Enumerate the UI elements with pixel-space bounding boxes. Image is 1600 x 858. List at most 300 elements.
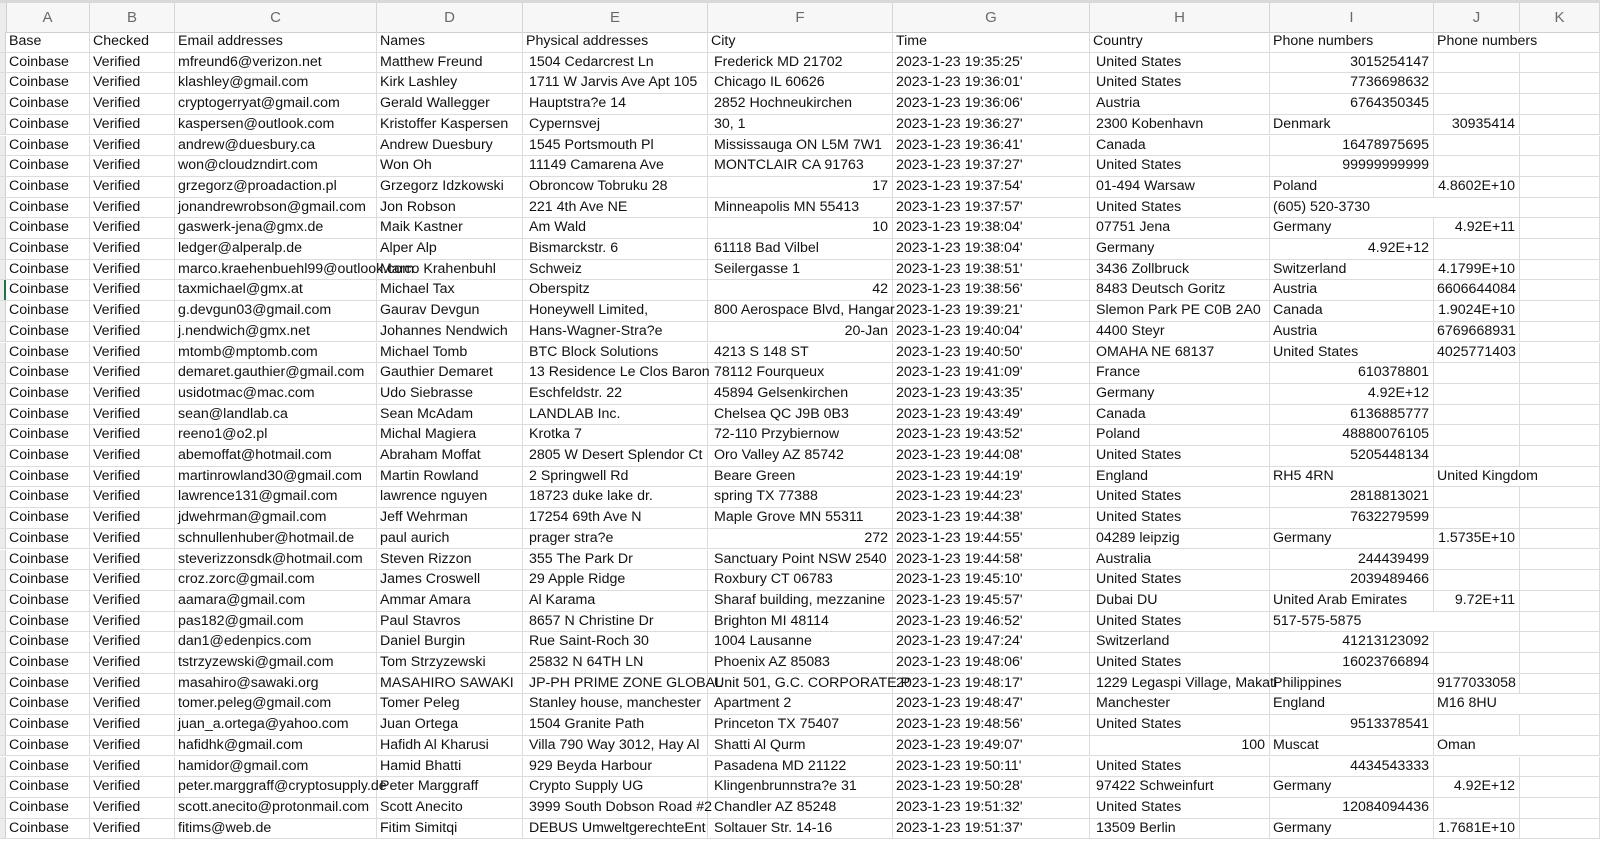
cell-time[interactable]: 2023-1-23 19:38:04' bbox=[893, 239, 1090, 259]
cell-phone-1[interactable]: 2818813021 bbox=[1270, 487, 1434, 507]
cell-extra[interactable] bbox=[1520, 694, 1600, 714]
cell-extra[interactable] bbox=[1520, 653, 1600, 673]
cell-city[interactable]: 4213 S 148 ST bbox=[708, 343, 893, 363]
cell-country[interactable]: Poland bbox=[1090, 425, 1270, 445]
cell-country[interactable]: OMAHA NE 68137 bbox=[1090, 343, 1270, 363]
cell-email[interactable]: gaswerk-jena@gmx.de bbox=[175, 218, 377, 238]
cell-email[interactable]: andrew@duesbury.ca bbox=[175, 136, 377, 156]
cell-time[interactable]: 2023-1-23 19:39:21' bbox=[893, 301, 1090, 321]
cell-checked[interactable]: Verified bbox=[90, 136, 175, 156]
cell-checked[interactable]: Verified bbox=[90, 177, 175, 197]
cell-city[interactable]: Sharaf building, mezzanine bbox=[708, 591, 893, 611]
cell-extra[interactable] bbox=[1520, 487, 1600, 507]
cell-email[interactable]: fitims@web.de bbox=[175, 819, 377, 839]
cell-phone-2[interactable]: 1.7681E+10 bbox=[1434, 819, 1520, 839]
cell-base[interactable]: Coinbase bbox=[6, 384, 90, 404]
cell-phone-2[interactable]: 1.5735E+10 bbox=[1434, 529, 1520, 549]
cell-city[interactable]: 61118 Bad Vilbel bbox=[708, 239, 893, 259]
cell-country[interactable]: United States bbox=[1090, 487, 1270, 507]
cell-country[interactable]: United States bbox=[1090, 798, 1270, 818]
cell-city[interactable]: 17 bbox=[708, 177, 893, 197]
cell-base[interactable]: Coinbase bbox=[6, 156, 90, 176]
cell-phone-2[interactable] bbox=[1434, 94, 1520, 114]
cell-extra[interactable] bbox=[1520, 384, 1600, 404]
cell-address[interactable]: Oberspitz bbox=[523, 280, 708, 300]
cell-time[interactable]: 2023-1-23 19:37:57' bbox=[893, 198, 1090, 218]
cell-country[interactable]: 3436 Zollbruck bbox=[1090, 260, 1270, 280]
cell-time[interactable]: 2023-1-23 19:36:27' bbox=[893, 115, 1090, 135]
cell-name[interactable]: Juan Ortega bbox=[377, 715, 523, 735]
cell-base[interactable]: Coinbase bbox=[6, 198, 90, 218]
cell-checked[interactable]: Verified bbox=[90, 632, 175, 652]
cell-phone-2[interactable] bbox=[1434, 570, 1520, 590]
cell-time[interactable]: 2023-1-23 19:47:24' bbox=[893, 632, 1090, 652]
cell-checked[interactable]: Verified bbox=[90, 156, 175, 176]
cell-email[interactable]: hamidor@gmail.com bbox=[175, 757, 377, 777]
cell-phone-2[interactable]: 4.92E+12 bbox=[1434, 777, 1520, 797]
cell-country[interactable]: 1229 Legaspi Village, Makati bbox=[1090, 674, 1270, 694]
cell-base[interactable]: Coinbase bbox=[6, 632, 90, 652]
cell-checked[interactable]: Verified bbox=[90, 405, 175, 425]
cell-address[interactable]: LANDLAB Inc. bbox=[523, 405, 708, 425]
cell-address[interactable]: prager stra?e bbox=[523, 529, 708, 549]
cell-name[interactable]: Tom Strzyzewski bbox=[377, 653, 523, 673]
cell-checked[interactable]: Verified bbox=[90, 301, 175, 321]
cell-email[interactable]: j.nendwich@gmx.net bbox=[175, 322, 377, 342]
cell-extra[interactable] bbox=[1520, 322, 1600, 342]
cell-address[interactable]: 11149 Camarena Ave bbox=[523, 156, 708, 176]
cell-phone-1[interactable]: 9513378541 bbox=[1270, 715, 1434, 735]
cell-address[interactable]: 29 Apple Ridge bbox=[523, 570, 708, 590]
cell-time[interactable]: 2023-1-23 19:51:37' bbox=[893, 819, 1090, 839]
cell-address[interactable]: 2805 W Desert Splendor Ct bbox=[523, 446, 708, 466]
cell-address[interactable]: Honeywell Limited, bbox=[523, 301, 708, 321]
cell-phone-1[interactable]: 3015254147 bbox=[1270, 53, 1434, 73]
cell-address[interactable]: Hauptstra?e 14 bbox=[523, 94, 708, 114]
cell-country[interactable]: 100 bbox=[1090, 736, 1270, 756]
cell-address[interactable]: BTC Block Solutions bbox=[523, 343, 708, 363]
cell-address[interactable]: 2 Springwell Rd bbox=[523, 467, 708, 487]
cell-city[interactable]: Phoenix AZ 85083 bbox=[708, 653, 893, 673]
cell-extra[interactable] bbox=[1520, 156, 1600, 176]
cell-city[interactable]: Princeton TX 75407 bbox=[708, 715, 893, 735]
cell-phone-1[interactable]: 7736698632 bbox=[1270, 73, 1434, 93]
cell-base[interactable]: Coinbase bbox=[6, 177, 90, 197]
cell-name[interactable]: Ammar Amara bbox=[377, 591, 523, 611]
cell-checked[interactable]: Verified bbox=[90, 550, 175, 570]
cell-address[interactable]: JP-PH PRIME ZONE GLOBAL bbox=[523, 674, 708, 694]
cell-country[interactable]: United States bbox=[1090, 53, 1270, 73]
cell-phone-2[interactable] bbox=[1434, 198, 1520, 218]
cell-name[interactable]: Scott Anecito bbox=[377, 798, 523, 818]
cell-extra[interactable] bbox=[1520, 632, 1600, 652]
cell-phone-2[interactable]: 30935414 bbox=[1434, 115, 1520, 135]
cell-address[interactable]: DEBUS UmweltgerechteEnt bbox=[523, 819, 708, 839]
cell-city[interactable]: Oro Valley AZ 85742 bbox=[708, 446, 893, 466]
cell-email[interactable]: masahiro@sawaki.org bbox=[175, 674, 377, 694]
cell-phone-2[interactable] bbox=[1434, 363, 1520, 383]
cell-base[interactable]: Coinbase bbox=[6, 218, 90, 238]
cell-phone-2[interactable]: 4025771403 bbox=[1434, 343, 1520, 363]
cell-extra[interactable] bbox=[1520, 446, 1600, 466]
cell-name[interactable]: Fitim Simitqi bbox=[377, 819, 523, 839]
cell-time[interactable]: 2023-1-23 19:44:38' bbox=[893, 508, 1090, 528]
cell-extra[interactable] bbox=[1520, 425, 1600, 445]
column-header-a[interactable]: A bbox=[6, 3, 90, 32]
cell-city[interactable]: Pasadena MD 21122 bbox=[708, 757, 893, 777]
cell-email[interactable]: sean@landlab.ca bbox=[175, 405, 377, 425]
cell-checked[interactable]: Verified bbox=[90, 653, 175, 673]
cell-extra[interactable] bbox=[1520, 529, 1600, 549]
cell-phone-2[interactable]: 4.1799E+10 bbox=[1434, 260, 1520, 280]
cell-extra[interactable] bbox=[1520, 239, 1600, 259]
cell-phone-2[interactable] bbox=[1434, 425, 1520, 445]
cell-checked[interactable]: Verified bbox=[90, 218, 175, 238]
cell-city[interactable]: 72-110 Przybiernow bbox=[708, 425, 893, 445]
cell-extra[interactable] bbox=[1520, 218, 1600, 238]
cell-city[interactable]: 1004 Lausanne bbox=[708, 632, 893, 652]
cell-time[interactable]: 2023-1-23 19:38:51' bbox=[893, 260, 1090, 280]
cell-address[interactable]: 17254 69th Ave N bbox=[523, 508, 708, 528]
cell-extra[interactable] bbox=[1520, 550, 1600, 570]
cell-email[interactable]: schnullenhuber@hotmail.de bbox=[175, 529, 377, 549]
cell-city[interactable]: Shatti Al Qurm bbox=[708, 736, 893, 756]
cell-email[interactable]: cryptogerryat@gmail.com bbox=[175, 94, 377, 114]
cell-country[interactable]: United States bbox=[1090, 570, 1270, 590]
cell-extra[interactable] bbox=[1520, 591, 1600, 611]
cell-email[interactable]: pas182@gmail.com bbox=[175, 612, 377, 632]
cell-phone-2[interactable] bbox=[1434, 508, 1520, 528]
cell-base[interactable]: Coinbase bbox=[6, 53, 90, 73]
cell-email[interactable]: mfreund6@verizon.net bbox=[175, 53, 377, 73]
cell-phone-2[interactable]: M16 8HU bbox=[1437, 695, 1497, 712]
cell-time[interactable]: 2023-1-23 19:43:49' bbox=[893, 405, 1090, 425]
cell-email[interactable]: won@cloudzndirt.com bbox=[175, 156, 377, 176]
cell-email[interactable]: steverizzonsdk@hotmail.com bbox=[175, 550, 377, 570]
cell-country[interactable]: 2300 Kobenhavn bbox=[1090, 115, 1270, 135]
cell-base[interactable]: Coinbase bbox=[6, 487, 90, 507]
cell-checked[interactable]: Verified bbox=[90, 674, 175, 694]
cell-email[interactable]: grzegorz@proadaction.pl bbox=[175, 177, 377, 197]
cell-phone-1[interactable]: Denmark bbox=[1270, 115, 1434, 135]
cell-name[interactable]: Andrew Duesbury bbox=[377, 136, 523, 156]
cell-address[interactable]: 8657 N Christine Dr bbox=[523, 612, 708, 632]
cell-name[interactable]: Udo Siebrasse bbox=[377, 384, 523, 404]
cell-email[interactable]: mtomb@mptomb.com bbox=[175, 343, 377, 363]
cell-base[interactable]: Coinbase bbox=[6, 757, 90, 777]
cell-base[interactable]: Coinbase bbox=[6, 260, 90, 280]
cell-city[interactable]: Beare Green bbox=[708, 467, 893, 487]
cell-phone-1[interactable]: Germany bbox=[1270, 529, 1434, 549]
cell-checked[interactable]: Verified bbox=[90, 53, 175, 73]
cell-time[interactable]: 2023-1-23 19:44:58' bbox=[893, 550, 1090, 570]
cell-name[interactable]: Michael Tax bbox=[377, 280, 523, 300]
cell-phone-1[interactable]: Switzerland bbox=[1270, 260, 1434, 280]
cell-country[interactable]: 97422 Schweinfurt bbox=[1090, 777, 1270, 797]
cell-time[interactable]: 2023-1-23 19:37:54' bbox=[893, 177, 1090, 197]
header-cell-city[interactable]: City bbox=[708, 32, 893, 52]
cell-city[interactable]: 42 bbox=[708, 280, 893, 300]
cell-name[interactable]: Gauthier Demaret bbox=[377, 363, 523, 383]
cell-checked[interactable]: Verified bbox=[90, 343, 175, 363]
cell-base[interactable]: Coinbase bbox=[6, 715, 90, 735]
cell-base[interactable]: Coinbase bbox=[6, 798, 90, 818]
cell-checked[interactable]: Verified bbox=[90, 694, 175, 714]
cell-address[interactable]: Rue Saint-Roch 30 bbox=[523, 632, 708, 652]
cell-phone-1[interactable]: 4434543333 bbox=[1270, 757, 1434, 777]
cell-base[interactable]: Coinbase bbox=[6, 239, 90, 259]
cell-city[interactable]: Klingenbrunnstra?e 31 bbox=[708, 777, 893, 797]
cell-address[interactable]: Krotka 7 bbox=[523, 425, 708, 445]
cell-phone-2[interactable] bbox=[1434, 53, 1520, 73]
cell-time[interactable]: 2023-1-23 19:35:25' bbox=[893, 53, 1090, 73]
cell-city[interactable]: 30, 1 bbox=[708, 115, 893, 135]
cell-city[interactable]: Minneapolis MN 55413 bbox=[708, 198, 893, 218]
cell-checked[interactable]: Verified bbox=[90, 529, 175, 549]
cell-extra[interactable] bbox=[1520, 363, 1600, 383]
cell-email[interactable]: ledger@alperalp.de bbox=[175, 239, 377, 259]
cell-phone-1[interactable]: 4.92E+12 bbox=[1270, 384, 1434, 404]
cell-country[interactable]: 04289 leipzig bbox=[1090, 529, 1270, 549]
cell-address[interactable]: Cypernsvej bbox=[523, 115, 708, 135]
cell-phone-2[interactable] bbox=[1434, 757, 1520, 777]
cell-base[interactable]: Coinbase bbox=[6, 570, 90, 590]
cell-address[interactable]: Stanley house, manchester bbox=[523, 694, 708, 714]
cell-time[interactable]: 2023-1-23 19:46:52' bbox=[893, 612, 1090, 632]
cell-phone-2[interactable] bbox=[1434, 384, 1520, 404]
cell-time[interactable]: 2023-1-23 19:49:07' bbox=[893, 736, 1090, 756]
cell-address[interactable]: 1711 W Jarvis Ave Apt 105 bbox=[523, 73, 708, 93]
cell-phone-1[interactable]: 16478975695 bbox=[1270, 136, 1434, 156]
cell-time[interactable]: 2023-1-23 19:44:55' bbox=[893, 529, 1090, 549]
cell-base[interactable]: Coinbase bbox=[6, 94, 90, 114]
cell-email[interactable]: taxmichael@gmx.at bbox=[175, 280, 377, 300]
cell-address[interactable]: Crypto Supply UG bbox=[523, 777, 708, 797]
cell-phone-1[interactable]: 610378801 bbox=[1270, 363, 1434, 383]
cell-time[interactable]: 2023-1-23 19:44:23' bbox=[893, 487, 1090, 507]
cell-country[interactable]: Dubai DU bbox=[1090, 591, 1270, 611]
cell-checked[interactable]: Verified bbox=[90, 363, 175, 383]
cell-phone-1[interactable]: Muscat bbox=[1270, 736, 1434, 756]
cell-checked[interactable]: Verified bbox=[90, 736, 175, 756]
cell-name[interactable]: Alper Alp bbox=[377, 239, 523, 259]
cell-phone-1[interactable]: Poland bbox=[1270, 177, 1434, 197]
cell-time[interactable]: 2023-1-23 19:40:04' bbox=[893, 322, 1090, 342]
cell-time[interactable]: 2023-1-23 19:37:27' bbox=[893, 156, 1090, 176]
cell-base[interactable]: Coinbase bbox=[6, 301, 90, 321]
cell-phone-2[interactable] bbox=[1434, 798, 1520, 818]
cell-base[interactable]: Coinbase bbox=[6, 405, 90, 425]
cell-name[interactable]: Tomer Peleg bbox=[377, 694, 523, 714]
cell-address[interactable]: 13 Residence Le Clos Baron bbox=[523, 363, 708, 383]
cell-country[interactable]: United States bbox=[1090, 653, 1270, 673]
cell-address[interactable]: 1504 Granite Path bbox=[523, 715, 708, 735]
cell-base[interactable]: Coinbase bbox=[6, 777, 90, 797]
cell-checked[interactable]: Verified bbox=[90, 591, 175, 611]
cell-checked[interactable]: Verified bbox=[90, 425, 175, 445]
cell-city[interactable]: 20-Jan bbox=[708, 322, 893, 342]
cell-phone-2[interactable] bbox=[1434, 715, 1520, 735]
cell-country[interactable]: United States bbox=[1090, 156, 1270, 176]
cell-extra[interactable] bbox=[1520, 570, 1600, 590]
cell-base[interactable]: Coinbase bbox=[6, 508, 90, 528]
cell-country[interactable]: Slemon Park PE C0B 2A0 bbox=[1090, 301, 1270, 321]
cell-address[interactable]: 18723 duke lake dr. bbox=[523, 487, 708, 507]
cell-phone-2[interactable] bbox=[1434, 156, 1520, 176]
cell-name[interactable]: Grzegorz Idzkowski bbox=[377, 177, 523, 197]
cell-extra[interactable] bbox=[1520, 715, 1600, 735]
cell-checked[interactable]: Verified bbox=[90, 715, 175, 735]
cell-time[interactable]: 2023-1-23 19:41:09' bbox=[893, 363, 1090, 383]
cell-address[interactable]: Villa 790 Way 3012, Hay Al bbox=[523, 736, 708, 756]
cell-address[interactable]: 355 The Park Dr bbox=[523, 550, 708, 570]
cell-phone-2[interactable] bbox=[1434, 612, 1520, 632]
cell-name[interactable]: Johannes Nendwich bbox=[377, 322, 523, 342]
cell-phone-2[interactable] bbox=[1434, 632, 1520, 652]
cell-phone-1[interactable]: Austria bbox=[1270, 280, 1434, 300]
cell-name[interactable]: Sean McAdam bbox=[377, 405, 523, 425]
cell-email[interactable]: juan_a.ortega@yahoo.com bbox=[175, 715, 377, 735]
cell-phone-2[interactable]: 6606644084 bbox=[1434, 280, 1520, 300]
cell-country[interactable]: 01-494 Warsaw bbox=[1090, 177, 1270, 197]
cell-extra[interactable] bbox=[1520, 777, 1600, 797]
column-header-g[interactable]: G bbox=[893, 3, 1090, 32]
cell-name[interactable]: Steven Rizzon bbox=[377, 550, 523, 570]
cell-country[interactable]: United States bbox=[1090, 757, 1270, 777]
cell-checked[interactable]: Verified bbox=[90, 115, 175, 135]
cell-extra[interactable] bbox=[1520, 301, 1600, 321]
cell-email[interactable]: peter.marggraff@cryptosupply.de bbox=[175, 777, 377, 797]
cell-country[interactable]: United States bbox=[1090, 198, 1270, 218]
cell-checked[interactable]: Verified bbox=[90, 239, 175, 259]
cell-time[interactable]: 2023-1-23 19:36:06' bbox=[893, 94, 1090, 114]
cell-city[interactable]: Mississauga ON L5M 7W1 bbox=[708, 136, 893, 156]
cell-city[interactable]: 10 bbox=[708, 218, 893, 238]
cell-phone-1[interactable]: United Arab Emirates bbox=[1270, 591, 1434, 611]
cell-extra[interactable] bbox=[1520, 94, 1600, 114]
cell-time[interactable]: 2023-1-23 19:51:32' bbox=[893, 798, 1090, 818]
cell-checked[interactable]: Verified bbox=[90, 467, 175, 487]
cell-email[interactable]: marco.kraehenbuehl99@outlook.com bbox=[175, 260, 377, 280]
cell-base[interactable]: Coinbase bbox=[6, 819, 90, 839]
cell-city[interactable]: Sanctuary Point NSW 2540 bbox=[708, 550, 893, 570]
cell-extra[interactable] bbox=[1520, 757, 1600, 777]
cell-email[interactable]: kaspersen@outlook.com bbox=[175, 115, 377, 135]
cell-email[interactable]: aamara@gmail.com bbox=[175, 591, 377, 611]
cell-city[interactable]: Chelsea QC J9B 0B3 bbox=[708, 405, 893, 425]
cell-phone-1[interactable]: 12084094436 bbox=[1270, 798, 1434, 818]
cell-phone-2[interactable] bbox=[1434, 405, 1520, 425]
cell-country[interactable]: England bbox=[1090, 467, 1270, 487]
cell-phone-1[interactable]: 48880076105 bbox=[1270, 425, 1434, 445]
header-cell-email[interactable]: Email addresses bbox=[175, 32, 377, 52]
header-cell-time[interactable]: Time bbox=[893, 32, 1090, 52]
cell-base[interactable]: Coinbase bbox=[6, 674, 90, 694]
cell-base[interactable]: Coinbase bbox=[6, 467, 90, 487]
column-header-h[interactable]: H bbox=[1090, 3, 1270, 32]
cell-base[interactable]: Coinbase bbox=[6, 736, 90, 756]
cell-time[interactable]: 2023-1-23 19:48:06' bbox=[893, 653, 1090, 673]
cell-country[interactable]: United States bbox=[1090, 73, 1270, 93]
column-header-b[interactable]: B bbox=[90, 3, 175, 32]
cell-time[interactable]: 2023-1-23 19:48:17' bbox=[893, 674, 1090, 694]
cell-email[interactable]: martinrowland30@gmail.com bbox=[175, 467, 377, 487]
cell-phone-2[interactable] bbox=[1434, 239, 1520, 259]
cell-city[interactable]: Chicago IL 60626 bbox=[708, 73, 893, 93]
cell-address[interactable]: Schweiz bbox=[523, 260, 708, 280]
cell-name[interactable]: Daniel Burgin bbox=[377, 632, 523, 652]
cell-checked[interactable]: Verified bbox=[90, 819, 175, 839]
cell-phone-1[interactable]: 99999999999 bbox=[1270, 156, 1434, 176]
cell-extra[interactable] bbox=[1520, 73, 1600, 93]
cell-extra[interactable] bbox=[1520, 136, 1600, 156]
cell-email[interactable]: demaret.gauthier@gmail.com bbox=[175, 363, 377, 383]
cell-phone-1[interactable]: 7632279599 bbox=[1270, 508, 1434, 528]
cell-extra[interactable] bbox=[1520, 798, 1600, 818]
cell-time[interactable]: 2023-1-23 19:50:28' bbox=[893, 777, 1090, 797]
cell-phone-2[interactable] bbox=[1434, 550, 1520, 570]
cell-phone-1[interactable]: Germany bbox=[1270, 218, 1434, 238]
cell-phone-2[interactable]: 4.8602E+10 bbox=[1434, 177, 1520, 197]
cell-checked[interactable]: Verified bbox=[90, 508, 175, 528]
cell-phone-2[interactable]: 4.92E+11 bbox=[1434, 218, 1520, 238]
cell-name[interactable]: Martin Rowland bbox=[377, 467, 523, 487]
cell-phone-1[interactable]: 4.92E+12 bbox=[1270, 239, 1434, 259]
cell-checked[interactable]: Verified bbox=[90, 798, 175, 818]
cell-checked[interactable]: Verified bbox=[90, 322, 175, 342]
cell-checked[interactable]: Verified bbox=[90, 757, 175, 777]
cell-time[interactable]: 2023-1-23 19:36:01' bbox=[893, 73, 1090, 93]
cell-phone-1[interactable]: Germany bbox=[1270, 777, 1434, 797]
cell-base[interactable]: Coinbase bbox=[6, 612, 90, 632]
cell-base[interactable]: Coinbase bbox=[6, 653, 90, 673]
cell-base[interactable]: Coinbase bbox=[6, 694, 90, 714]
cell-phone-2[interactable] bbox=[1434, 487, 1520, 507]
cell-country[interactable]: United States bbox=[1090, 612, 1270, 632]
cell-base[interactable]: Coinbase bbox=[6, 280, 90, 300]
cell-base[interactable]: Coinbase bbox=[6, 591, 90, 611]
header-cell-name[interactable]: Names bbox=[377, 32, 523, 52]
cell-base[interactable]: Coinbase bbox=[6, 425, 90, 445]
cell-country[interactable]: Switzerland bbox=[1090, 632, 1270, 652]
cell-time[interactable]: 2023-1-23 19:48:47' bbox=[893, 694, 1090, 714]
cell-phone-1[interactable]: Austria bbox=[1270, 322, 1434, 342]
cell-city[interactable]: Frederick MD 21702 bbox=[708, 53, 893, 73]
cell-country[interactable]: Canada bbox=[1090, 136, 1270, 156]
cell-name[interactable]: Gaurav Devgun bbox=[377, 301, 523, 321]
cell-extra[interactable] bbox=[1520, 343, 1600, 363]
cell-country[interactable]: United States bbox=[1090, 508, 1270, 528]
cell-name[interactable]: MASAHIRO SAWAKI bbox=[377, 674, 523, 694]
cell-city[interactable]: 272 bbox=[708, 529, 893, 549]
cell-phone-1[interactable]: 2039489466 bbox=[1270, 570, 1434, 590]
cell-address[interactable]: Eschfeldstr. 22 bbox=[523, 384, 708, 404]
cell-email[interactable]: jdwehrman@gmail.com bbox=[175, 508, 377, 528]
cell-name[interactable]: Jeff Wehrman bbox=[377, 508, 523, 528]
cell-name[interactable]: Abraham Moffat bbox=[377, 446, 523, 466]
cell-name[interactable]: Michael Tomb bbox=[377, 343, 523, 363]
cell-phone-2[interactable]: Oman bbox=[1437, 736, 1476, 753]
cell-extra[interactable] bbox=[1520, 736, 1600, 756]
cell-phone-1[interactable]: 6764350345 bbox=[1270, 94, 1434, 114]
cell-country[interactable]: Germany bbox=[1090, 239, 1270, 259]
cell-extra[interactable] bbox=[1520, 674, 1600, 694]
cell-base[interactable]: Coinbase bbox=[6, 363, 90, 383]
cell-city[interactable]: 78112 Fourqueux bbox=[708, 363, 893, 383]
cell-time[interactable]: 2023-1-23 19:43:52' bbox=[893, 425, 1090, 445]
cell-city[interactable]: Brighton MI 48114 bbox=[708, 612, 893, 632]
cell-extra[interactable] bbox=[1520, 260, 1600, 280]
